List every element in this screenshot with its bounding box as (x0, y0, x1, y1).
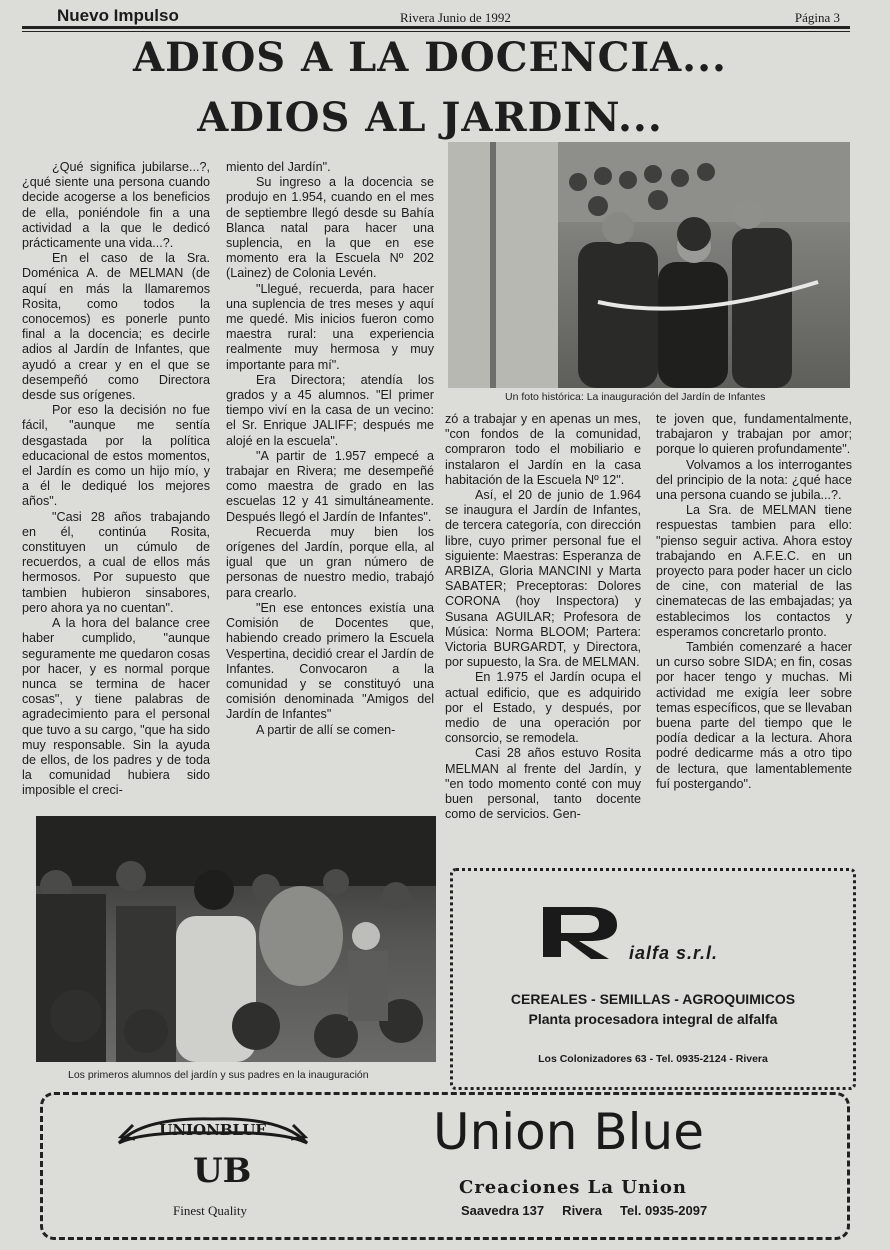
date-line: Rivera Junio de 1992 (400, 10, 511, 25)
article-column-4 (656, 412, 852, 792)
paragraph: Era Directora; atendía los grados y a 45 alumnos. "El primer tiempo viví en la casa de un vecino: el Sr. Enrique JALIFF; después me alojé en la escuela". (226, 372, 434, 448)
photo-caption-2: Los primeros alumnos del jardín y sus padres en la inauguración (68, 1069, 369, 1081)
paragraph: ¿Qué significa jubilarse...?, ¿qué siente una persona cuando decide acogerse a los beneficios de ella, poniéndole fin a una actividad a la que le dedicó prácticamente una vida...?. (22, 160, 210, 251)
headline-line-2: ADIOS AL JARDIN... (197, 94, 663, 141)
pialfa-name: ialfa s.r.l. (629, 943, 719, 963)
article-column-3 (445, 412, 641, 822)
pialfa-description: Planta procesadora integral de alfalfa (528, 1011, 778, 1027)
paragraph-continuation: miento del Jardín". (226, 160, 331, 174)
header-rule-thin (22, 31, 850, 32)
pialfa-advertisement (450, 868, 856, 1090)
paragraph: A partir de allí se comen- (256, 722, 396, 737)
photo-illustration (448, 142, 850, 388)
paragraph: Volvamos a los interrogantes del principio de la nota: ¿qué hace una persona cuando se jubila...?. (656, 457, 852, 503)
paragraph: En el caso de la Sra. Doménica A. de MELMAN (de aquí en más la llamaremos Rosita, como todos la conocemos) es ponerle punto final a la docencia; es decirle adios al Jardín de Infantes, que ayudó a crear y en el que se desempeñó como Directora desde sus orígenes. (22, 251, 210, 403)
paragraph: "Casi 28 años trabajando en él, continúa Rosita, constituyen un cúmulo de recuerdos, a cual de ellos más hermosos. Por supuesto que tambien hubieron sinsabores, pero ahora ya no cuentan". (22, 509, 210, 615)
article-column-2 (226, 160, 434, 738)
paragraph: Así, el 20 de junio de 1.964 se inaugura el Jardín de Infantes, de tercera categoría, con dirección libre, cuyo primer personal fue el siguiente: Maestras: Esperanza de ARBIZA, Gloria MANCINI y Marta SABATER; Preceptoras: Dolores CORONA (hoy Inspectora) y Susana AGUILAR; Profesora de Música: Norma BLOOM; Partera: Victoria BURGARDT, y Directora, por supuesto, la Sra. de MELMAN. (445, 488, 641, 670)
page-label: Página 3 (794, 10, 840, 25)
first-students-photo (36, 816, 436, 1062)
paragraph: Recuerda muy bien los orígenes del Jardín, porque ella, al igual que un gran número de personas de nuestro medio, trabajó para crearlo. (226, 524, 434, 600)
pialfa-logo-icon (539, 901, 629, 961)
headline-line-1: ADIOS A LA DOCENCIA... (133, 34, 727, 81)
paragraph: También comenzaré a hacer un curso sobre SIDA; en fin, cosas por hacer tengo y muchas. Mi actividad me exigía leer sobre temas específicos, que se llevaban buena parte del tiempo que le podía dedicar a la lectura. Ahora podré dedicarme más a otro tipo de lectura, que lamentablemente fuí postergando". (656, 640, 853, 791)
paragraph: En 1.975 el Jardín ocupa el actual edificio, que es adquirido por el Estado, y después, por medio de una operación por consorcio, se remodela. (445, 670, 641, 746)
article-column-1 (22, 160, 210, 799)
pialfa-address: Los Colonizadores 63 - Tel. 0935-2124 - Rivera (538, 1053, 768, 1065)
unionblue-banner-text: UNIONBLUE (159, 1121, 267, 1139)
paragraph: "Llegué, recuerda, para hacer una suplencia de tres meses y aquí me quedé. Mis inicios fueron como maestra rural: una experiencia realmente muy hermosa y muy importante para mí". (226, 281, 434, 372)
unionblue-advertisement (40, 1092, 850, 1240)
paper-name: Nuevo Impulso (57, 6, 179, 25)
paragraph: Por eso la decisión no fue fácil, "aunque me sentía desgastada por la política educacional de estos momentos, el Jardín es como un hijo mío, y a él le dediqué los mejores años". (22, 403, 210, 509)
unionblue-address: Saavedra 137 Rivera Tel. 0935-2097 (461, 1203, 708, 1218)
paragraph: "En ese entonces existía una Comisión de Docentes que, habiendo creado primero la Escuela Vespertina, decidió crear el Jardín de Infantes. Convocaron a la comunidad y se constituyó una comisión denominada "Amigos del Jardín de Infantes" (226, 600, 434, 722)
unionblue-subtitle: Creaciones La Union (459, 1177, 687, 1198)
paragraph: Casi 28 años estuvo Rosita MELMAN al frente del Jardín, y "en todo momento conté con muy buen personal, tanto docente como de servicios. Gen- (445, 746, 641, 822)
pialfa-products: CEREALES - SEMILLAS - AGROQUIMICOS (510, 991, 796, 1007)
inauguration-ribbon-photo (448, 142, 850, 388)
unionblue-tagline: Finest Quality (173, 1203, 248, 1218)
unionblue-monogram: UB (193, 1151, 252, 1191)
unionblue-name: Union Blue (433, 1103, 704, 1161)
paragraph-continuation: te joven que, fundamentalmente, trabajaron y trabajan por amor; porque lo quieren profundamente". (656, 412, 852, 457)
paragraph: "A partir de 1.957 empecé a trabajar en Rivera; me desempeñé como maestra de grado en las escuelas 12 y 41 simultáneamente. Después llegó el Jardín de Infantes". (226, 448, 434, 524)
photo-caption-1: Un foto histórica: La inauguración del Jardín de Infantes (505, 391, 766, 403)
paragraph: A la hora del balance cree haber cumplido, "aunque seguramente me quedaron cosas por hacer, y es normal porque nunca se termina de hacer cosas", y tiene palabras de agradecimiento para el personal que tuvo a su cargo, "que ha sido muy responsable. Sin la ayuda de ellos, de los padres y de toda la comunidad hubiera sido imposible el creci- (22, 616, 210, 798)
photo-illustration (36, 816, 436, 1062)
paragraph: La Sra. de MELMAN tiene respuestas tambien para ello: "pienso seguir activa. Ahora estoy trabajando en A.F.E.C. en un proyecto para poder hacer un ciclo de cine, con material de las cinematecas de las embajadas; ya establecimos los contactos y esperamos concretarlo pronto. (656, 503, 852, 639)
paragraph: Su ingreso a la docencia se produjo en 1.954, cuando en el mes de septiembre llegó desde su Bahía Blanca natal para hacer una suplencia, en la que en ese momento era la Escuela Nº 202 (Lainez) de Colonia Levén. (226, 175, 434, 281)
header-rule-thick (22, 26, 850, 29)
paragraph-continuation: zó a trabajar y en apenas un mes, "con fondos de la comunidad, compraron todo el mobiliario e instalaron el Jardín en la casa habitación de la Escuela Nº 12". (445, 412, 641, 487)
